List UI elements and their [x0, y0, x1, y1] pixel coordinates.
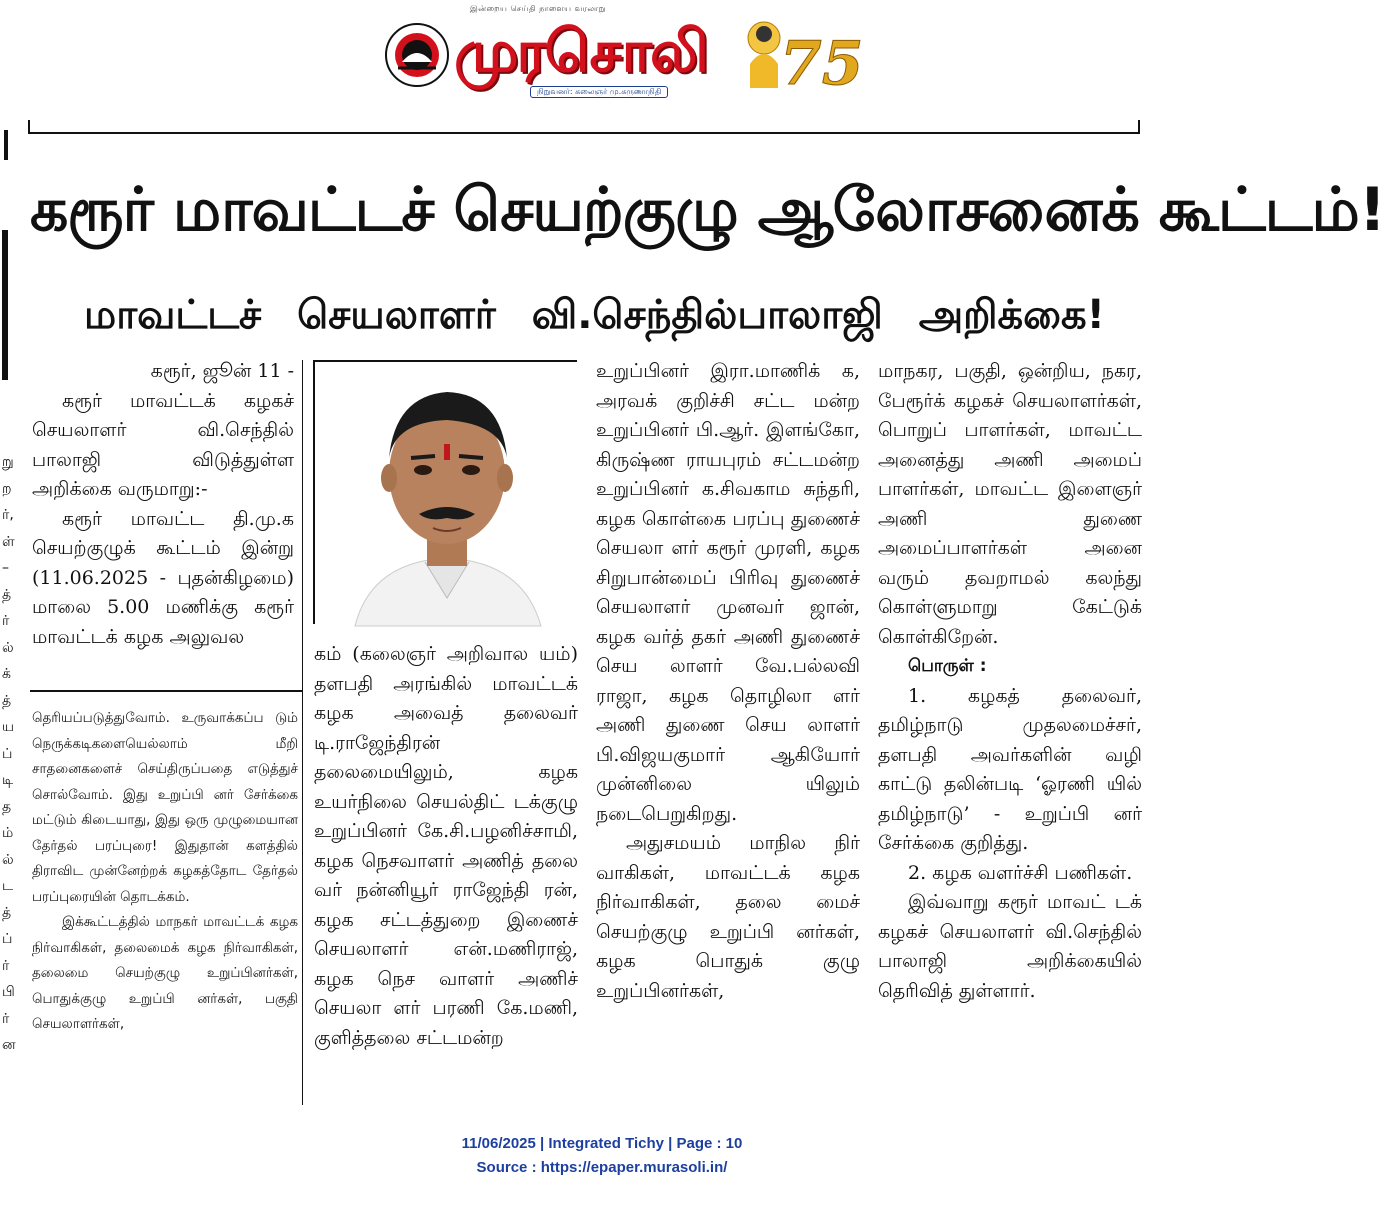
column-divider	[30, 690, 302, 692]
edge-fragment: த்	[2, 904, 12, 921]
headline: கரூர் மாவட்டச் செயற்குழு ஆலோசனைக் கூட்டம்!	[30, 175, 1385, 245]
header-rule	[28, 120, 1140, 134]
edge-fragment: ர்	[2, 613, 10, 629]
masthead-tagline: இன்றைய செய்தி நாளைய வரலாறு	[470, 4, 606, 13]
subject-heading: பொருள் :	[908, 656, 987, 676]
edge-fragment: டி	[2, 772, 14, 788]
edge-fragment: ம்	[2, 825, 14, 841]
article-column-4	[878, 357, 1142, 1006]
adjacent-paragraph: இக்கூட்டத்தில் மாநகர் மாவட்டக் கழக நிர்வாகிகள், தலைமைக் கழக நிர்வாகிகள், தலைமை செயற்குழு உறுப்பினர்கள், பொதுக்குழு உறுப்பி னர்கள், பகுதி செயலாளர்கள்,	[32, 914, 298, 1032]
subject-item-2: 2. கழக வளர்ச்சி பணிகள்.	[908, 861, 1133, 884]
edge-fragment: –	[2, 560, 9, 576]
masthead	[380, 4, 864, 104]
footer-edition-line: 11/06/2025 | Integrated Tichy | Page : 10	[461, 1135, 743, 1152]
edge-bar	[2, 230, 8, 380]
edge-fragment: ர்,	[2, 507, 14, 523]
portrait-photo	[313, 360, 577, 624]
portrait-image	[315, 362, 579, 626]
edge-fragment: ப்	[2, 931, 13, 947]
adjacent-paragraph: தெரியப்படுத்துவோம். உருவாக்கப்ப டும் நெருக்கடிகளையெல்லாம் மீறி சாதனைகளைச் செய்திருப்பதை எடுத்துச் சொல்வோம். இது உறுப்பி னர் சேர்க்கை மட்டும் கிடையாது, இது ஒரு முழுமையான தேர்தல் பரப்புரை! இதுதான் களத்தில் திராவிட முன்னேற்றக் கழகத்தோட தேர்தல் பரப்புரையின் தொடக்கம்.	[32, 710, 298, 905]
edge-fragment: ல்	[2, 851, 14, 868]
edge-fragment: ட	[2, 878, 14, 894]
rising-sun-emblem-icon	[384, 22, 450, 88]
anniversary-number: 75	[780, 29, 864, 99]
column-1-paragraph: கரூர் மாவட்டக் கழகச் செயலாளர் வி.செந்தில் பாலாஜி விடுத்துள்ள அறிக்கை வருமாறு:-	[32, 389, 294, 500]
edge-fragment: ப்	[2, 745, 13, 762]
edge-fragment: ன	[2, 1037, 16, 1053]
edge-fragment: த்	[2, 692, 12, 709]
column-3-paragraph: அதுசமயம் மாநில நிர் வாகிகள், மாவட்டக் கழக நிர்வாகிகள், தலை மைச் செயற்குழு உறுப்பி னர்கள், கழக பொதுக் குழு உறுப்பினர்கள்,	[596, 832, 860, 1002]
edge-fragment: பி	[2, 984, 15, 1000]
edge-fragment: ற	[2, 480, 12, 497]
edge-fragment: த்	[2, 586, 12, 603]
column-1-paragraph: கரூர் மாவட்ட தி.மு.க செயற்குழுக் கூட்டம் இன்று (11.06.2025 - புதன்கிழமை) மாலை 5.00 மணிக்கு கரூர் மாவட்டக் கழக அலுவல	[32, 507, 294, 648]
page-footer	[0, 1132, 1204, 1180]
article-column-3	[596, 357, 860, 1006]
subject-item-1: 1. கழகத் தலைவர், தமிழ்நாடு முதலமைச்சர், தளபதி அவர்களின் வழி காட்டு தலின்படி ‘ஓரணி யில் தமிழ்நாடு’ - உறுப்பி னர் சேர்க்கை குறித்து.	[878, 684, 1142, 854]
subheadline: மாவட்டச் செயலாளர் வி.செந்தில்பாலாஜி அறிக்கை!	[84, 292, 1105, 338]
edge-fragment: ல்	[2, 639, 14, 656]
column-3-paragraph: உறுப்பினர் இரா.மாணிக் க, அரவக் குறிச்சி சட்ட மன்ற உறுப்பினர் பி.ஆர். இளங்கோ, கிருஷ்ண ராயபுரம் சட்டமன்ற உறுப்பினர் க.சிவகாம சுந்தரி, கழக கொள்கை பரப்பு துணைச் செயலா ளர் கரூர் முரளி, கழக சிறுபான்மைப் பிரிவு துணைச் செயலாளர் முனவர் ஜான், கழக வர்த் தகர் அணி துணைச் செய லாளர் வே.பல்லவி ராஜா, கழக தொழிலா ளர் அணி துணை செய லாளர் பி.விஜயகுமார் ஆகியோர் முன்னிலை யிலும் நடைபெறுகிறது.	[596, 360, 860, 825]
edge-bar	[4, 130, 8, 160]
edge-fragment: ய	[2, 719, 15, 735]
footer-source-line: Source : https://epaper.murasoli.in/	[476, 1159, 728, 1176]
adjacent-article	[32, 706, 298, 1038]
column-4-paragraph: மாநகர, பகுதி, ஒன்றிய, நகர, பேரூர்க் கழகச் செயலாளர்கள், பொறுப் பாளர்கள், மாவட்ட அனைத்து அணி அமைப் பாளர்கள், மாவட்ட இளைஞர் அணி துணை அமைப்பாளர்கள் அனை வரும் தவறாமல் கலந்து கொள்ளுமாறு கேட்டுக் கொள்கிறேன்.	[878, 360, 1142, 648]
closing-paragraph: இவ்வாறு கரூர் மாவட் டக் கழகச் செயலாளர் வி.செந்தில் பாலாஜி அறிக்கையில் தெரிவித் துள்ளார்.	[878, 891, 1142, 1002]
newspaper-logo: முரசொலி	[454, 17, 707, 85]
anniversary-75-emblem	[742, 8, 864, 102]
founder-line: நிறுவனர்: கலைஞர் மு.கருணாநிதி	[530, 86, 668, 98]
dateline: கரூர், ஜூன் 11 -	[150, 360, 294, 382]
edge-fragment: ர்	[2, 1010, 10, 1027]
edge-fragment: ர்	[2, 957, 10, 974]
left-edge-fragments	[0, 130, 16, 1130]
edge-fragment: த	[2, 798, 12, 815]
column-2-paragraph: கம் (கலைஞர் அறிவால யம்) தளபதி அரங்கில் மாவட்டக் கழக அவைத் தலைவர் டி.ராஜேந்திரன் தலைமையிலும், கழக உயர்நிலை செயல்திட் டக்குழு உறுப்பினர் கே.சி.பழனிச்சாமி, கழக நெசவாளர் அணித் தலை வர் நன்னியூர் ராஜேந்தி ரன், கழக சட்டத்துறை இணைச் செயலாளர் என்.மணிராஜ், கழக நெச வாளர் அணிச் செயலா ளர் பரணி கே.மணி, குளித்தலை சட்டமன்ற	[314, 643, 578, 1049]
column-divider	[302, 360, 303, 1105]
edge-fragment: ள்	[2, 533, 15, 550]
article-column-1	[32, 357, 294, 652]
edge-fragment: று	[2, 454, 14, 470]
article-column-2	[314, 640, 578, 1053]
edge-fragment: க்	[2, 666, 11, 682]
